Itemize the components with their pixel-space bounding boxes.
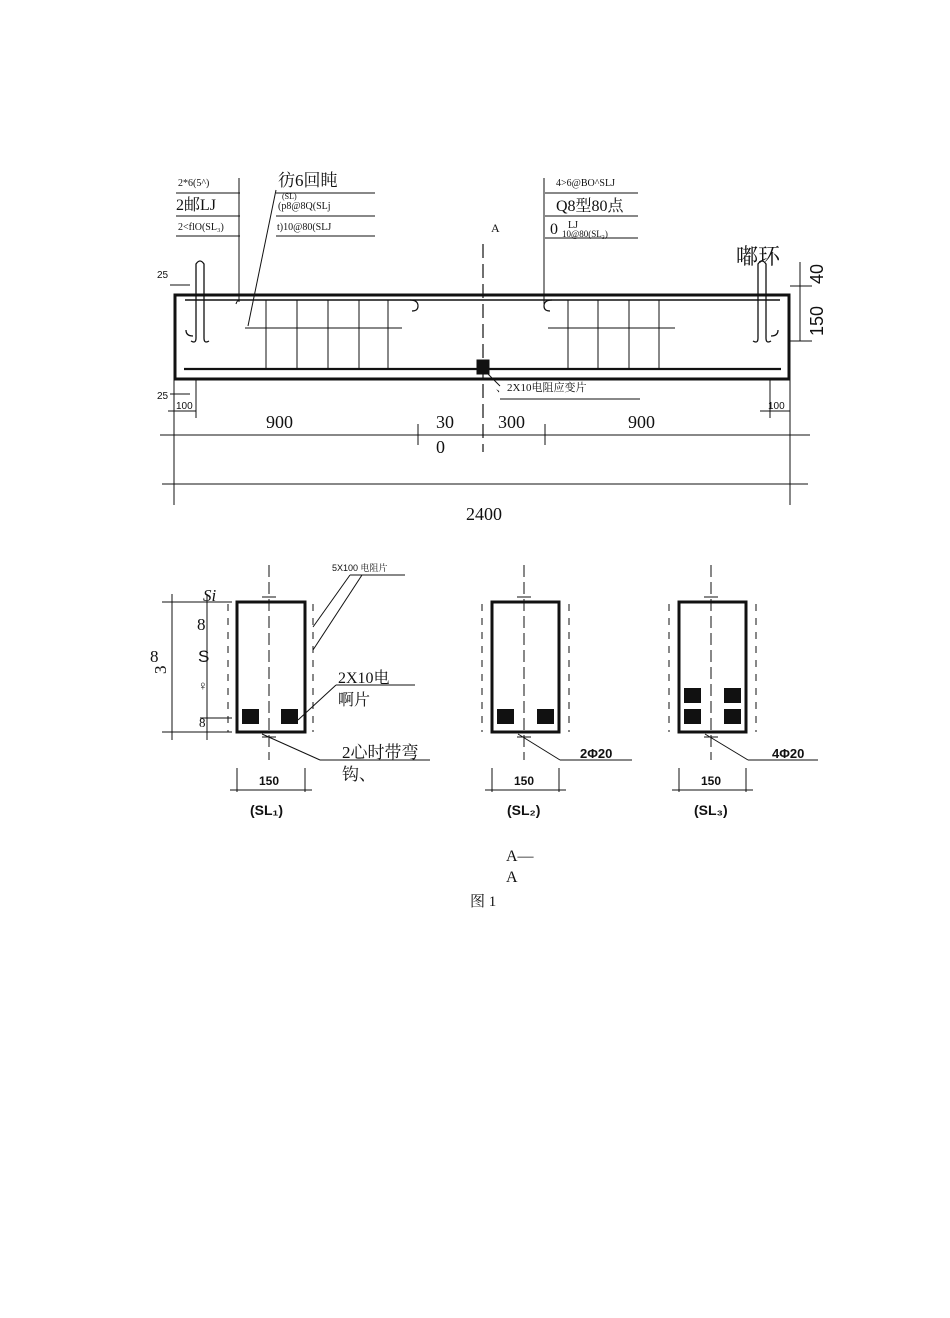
sl3-bars-label: 4Φ20 [772, 746, 805, 761]
strain-gauge-label: 、2X10电阻应变片 [496, 382, 587, 394]
section-title-line-1: A— [506, 848, 534, 865]
sl1-bar-note-2: 钩、 [342, 765, 376, 784]
left-callout-3: 2<flO(SL₃) [178, 222, 224, 233]
dim-25-top: 25 [157, 270, 169, 281]
sl2-bars-label: 2Φ20 [580, 746, 613, 761]
dim-100-left: 100 [176, 401, 193, 412]
gauge-top-label: 5X100 电阻片 [332, 563, 388, 573]
sl1-bar-note: 2心时带弯 [342, 743, 419, 762]
left-mid-callout-4: t)10@80(SLJ [277, 222, 332, 233]
sl3-name: (SL₃) [694, 802, 728, 818]
left-mid-callout-2: (SL) [282, 192, 297, 201]
beam-elevation [160, 178, 812, 505]
section-mark-a: A [491, 221, 500, 235]
sl3-bar-bottom-right [724, 709, 741, 724]
section-title-line-2: A [506, 869, 518, 886]
stirrups-right [548, 300, 675, 369]
sl3-bar-bottom-left [684, 709, 701, 724]
sl1-height-label-3: 3 [151, 665, 170, 674]
section-labels [150, 562, 804, 818]
span-900-left: 900 [266, 412, 293, 432]
dim-150: 150 [807, 305, 827, 336]
sl3-bar-top-right [724, 688, 741, 703]
sl1-gauge-label-2: 啊片 [338, 692, 371, 709]
elevation-labels [157, 171, 827, 524]
figure-caption: 图 1 [470, 894, 497, 910]
lifting-hook-left [186, 261, 209, 342]
sl1-height-label-8b: 8 [199, 715, 206, 730]
sl1-gauge-label: 2X10电 [338, 670, 390, 687]
sl1-bar-left [242, 709, 259, 724]
span-0: 0 [436, 437, 445, 457]
left-mid-callout-3: (p8@8Q(SLj [278, 201, 331, 212]
sl2-width: 150 [514, 774, 535, 788]
sl1-height-label-9: ♀ [198, 678, 208, 693]
sl1-height-label-8c: 8 [150, 647, 159, 666]
sl1-name: (SL₁) [250, 802, 284, 818]
right-callout-1: 4>6@BO^SLJ [556, 178, 615, 189]
span-300: 300 [498, 412, 525, 432]
sl2-name: (SL₂) [507, 802, 541, 818]
span-30: 30 [436, 412, 454, 432]
sl3-width: 150 [701, 774, 722, 788]
right-callout-4: LJ [568, 220, 578, 231]
left-callout-1: 2*6(5^) [178, 178, 210, 189]
total-length: 2400 [466, 504, 502, 524]
sl1-bar-right [281, 709, 298, 724]
dim-100-right: 100 [768, 401, 785, 412]
sl2-bar-left [497, 709, 514, 724]
dim-25-bottom: 25 [157, 391, 169, 402]
right-callout-3: 0 [550, 221, 558, 238]
stirrups-left [245, 300, 402, 369]
support-dims [168, 380, 790, 418]
left-mid-callout-1: 彷6回盹 [278, 171, 338, 190]
sl2-bar-right [537, 709, 554, 724]
span-dim-line [160, 380, 810, 505]
sl1-height-label-s: S [198, 647, 210, 666]
right-callout-5: 10@80(SL₃) [562, 229, 608, 239]
sl1-height-label-8a: 8 [197, 615, 206, 634]
right-callout-2: Q8型80点 [556, 198, 624, 215]
sl1-height-label-si: Si [203, 586, 217, 605]
sl1-width: 150 [259, 774, 280, 788]
span-900-right: 900 [628, 412, 655, 432]
strain-gauge-marker [477, 360, 489, 374]
sl3-bar-top-left [684, 688, 701, 703]
right-callout-lines [544, 178, 638, 304]
left-callout-2: 2邮LJ [176, 197, 217, 214]
dim-40: 40 [807, 263, 827, 284]
lifting-hook-right [753, 261, 778, 342]
right-side-label: 嘟环 [736, 244, 781, 269]
